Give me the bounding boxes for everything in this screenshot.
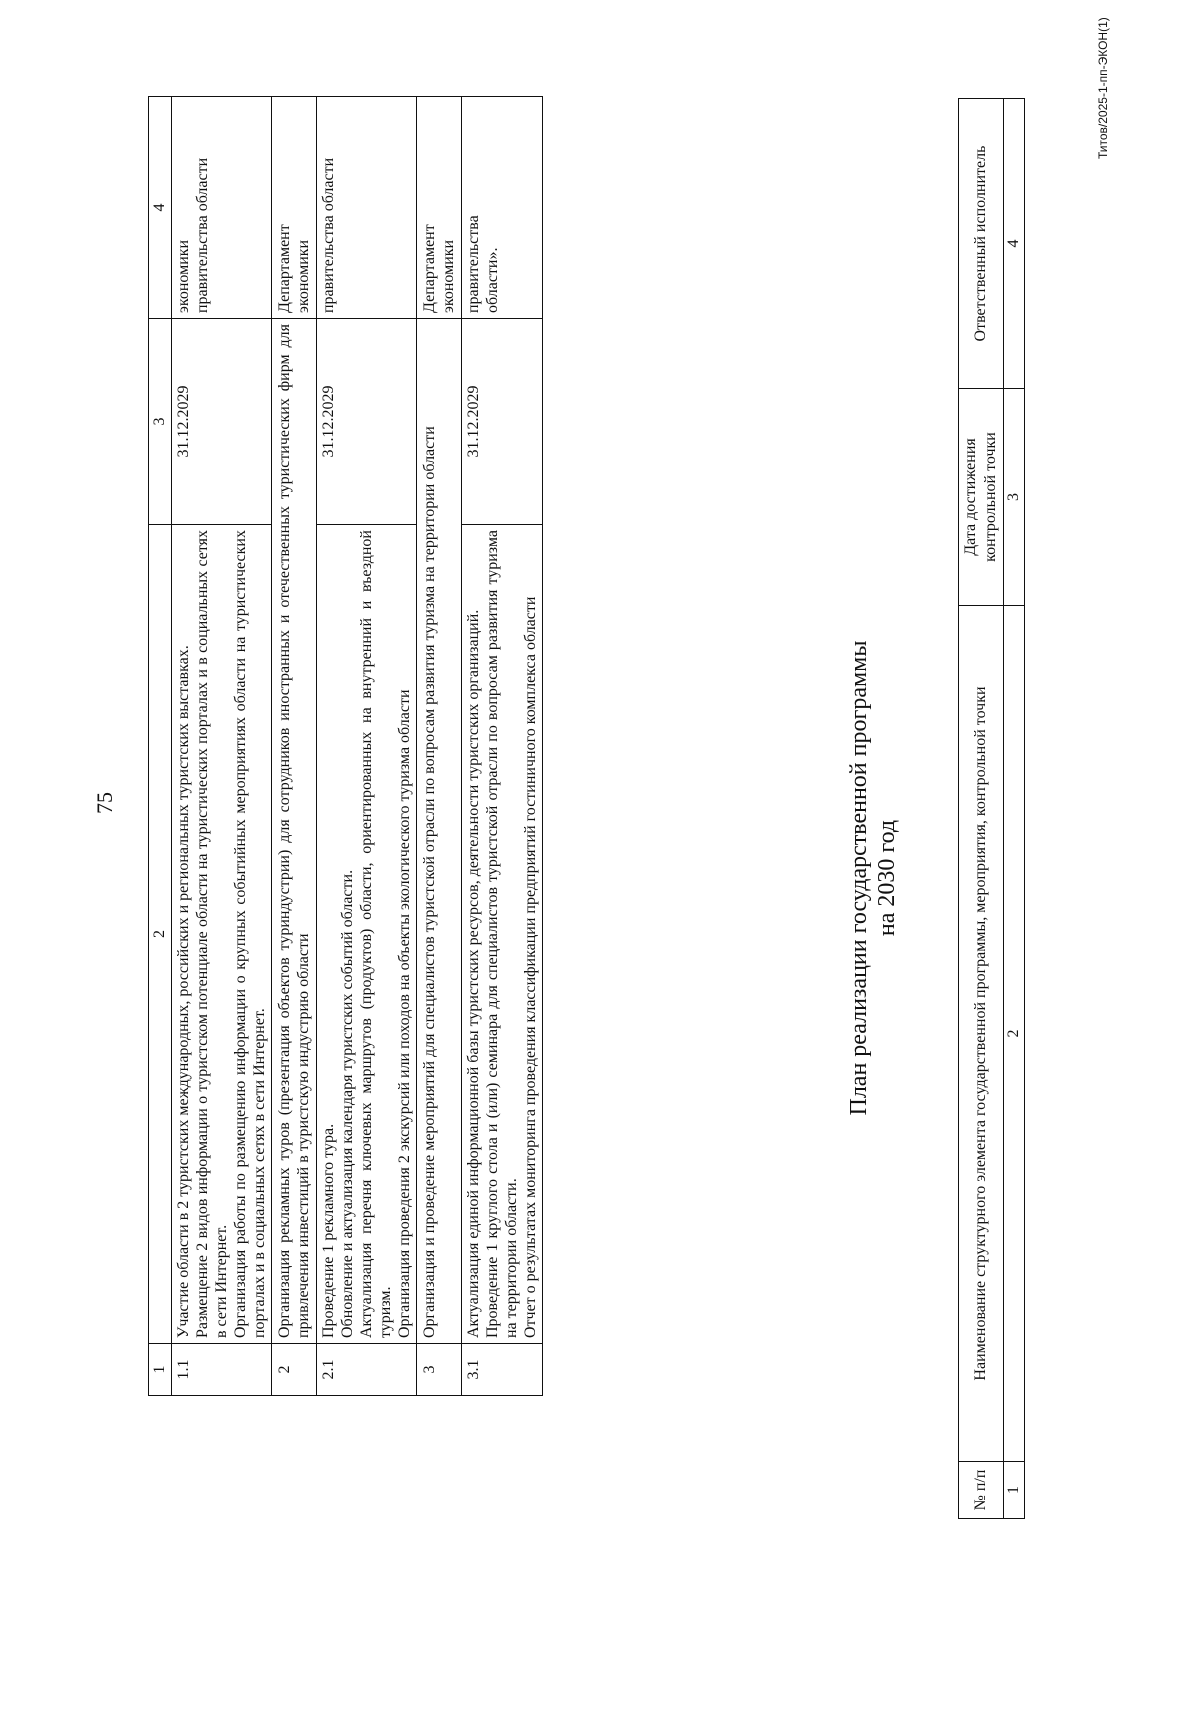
executor-line: области». xyxy=(484,247,501,313)
plan-header-name: Наименование структурного элемента государственной программы, мероприятия, контрольной точки xyxy=(959,606,1004,1462)
table-row xyxy=(462,97,543,1396)
row-date: 31.12.2029 xyxy=(462,319,543,525)
description-paragraph: Размещение 2 видов информации о туристском потенциале области на туристических порталах и в социальных сетях в сети Интернет. xyxy=(194,530,230,1338)
row-number: 3.1 xyxy=(462,1344,543,1396)
executor-line: правительства области xyxy=(320,157,337,313)
plan-title-line: План реализации государственной программы xyxy=(846,640,872,1116)
row-executor xyxy=(417,97,462,319)
plan-number-row xyxy=(1004,99,1025,1519)
row-date: 31.12.2029 xyxy=(172,319,272,525)
plan-table xyxy=(958,98,1025,1519)
executor-line: экономики xyxy=(295,239,312,313)
description-paragraph: Проведение 1 круглого стола и (или) семинара для специалистов туристской отрасли по вопросам развития туризма на территории области. xyxy=(484,530,520,1338)
plan-column-number: 3 xyxy=(1004,389,1025,606)
row-description xyxy=(172,525,272,1344)
table-header-row xyxy=(149,97,172,1396)
row-description xyxy=(462,525,543,1344)
plan-header-row xyxy=(959,99,1004,1519)
plan-column-number: 4 xyxy=(1004,99,1025,389)
description-paragraph: Актуализация единой информационной базы туристских ресурсов, деятельности туристских организаций. xyxy=(465,609,482,1338)
section-description: Организация и проведение мероприятий для специалистов туристской отрасли по вопросам развития туризма на территории области xyxy=(417,319,462,1344)
plan-column-number: 2 xyxy=(1004,606,1025,1462)
description-paragraph: Отчет о результатах мониторинга проведения классификации предприятий гостиничного комплекса области xyxy=(522,596,539,1338)
table-row xyxy=(417,97,462,1396)
table-row xyxy=(172,97,272,1396)
plan-header-date: Дата достижения контрольной точки xyxy=(959,389,1004,606)
section-description: Организация рекламных туров (презентация объектов туриндустрии) для сотрудников иностранных и отечественных туристических фирм для привлечения инвестиций в туристскую индустрию области xyxy=(272,319,317,1344)
executor-line: Департамент xyxy=(421,224,438,313)
document-code: Титов/2025-1-пп-ЭКОН(1) xyxy=(1096,17,1110,159)
table-row xyxy=(272,97,317,1396)
description-paragraph: Участие области в 2 туристских международных, российских и региональных туристских выставках. xyxy=(175,645,192,1338)
page-number: 75 xyxy=(92,792,117,814)
table-row xyxy=(317,97,417,1396)
column-number-3: 3 xyxy=(149,319,172,525)
column-number-2: 2 xyxy=(149,525,172,1344)
row-date: 31.12.2029 xyxy=(317,319,417,525)
executor-line: экономики xyxy=(440,239,457,313)
executor-line: Департамент xyxy=(276,224,293,313)
description-paragraph: Организация работы по размещению информации о крупных событийных мероприятиях области на туристических порталах и в социальных сетях в сети Интернет. xyxy=(232,530,268,1338)
executor-line: правительства области xyxy=(194,157,211,313)
row-number: 3 xyxy=(417,1344,462,1396)
measures-table xyxy=(148,96,543,1396)
executor-line: экономики xyxy=(175,239,192,313)
row-executor xyxy=(272,97,317,319)
description-paragraph: Обновление и актуализация календаря туристских событий области. xyxy=(339,869,356,1338)
plan-header-number: № п/п xyxy=(959,1462,1004,1519)
row-number: 2.1 xyxy=(317,1344,417,1396)
row-number: 2 xyxy=(272,1344,317,1396)
plan-header-executor: Ответственный исполнитель xyxy=(959,99,1004,389)
plan-title-line: на 2030 год xyxy=(874,819,900,937)
description-paragraph: Актуализация перечня ключевых маршрутов (продуктов) области, ориентированных на внутренний и въездной туризм. xyxy=(358,530,394,1338)
row-number: 1.1 xyxy=(172,1344,272,1396)
column-number-4: 4 xyxy=(149,97,172,319)
row-description xyxy=(317,525,417,1344)
row-executor xyxy=(317,97,417,319)
column-number-1: 1 xyxy=(149,1344,172,1396)
plan-column-number: 1 xyxy=(1004,1462,1025,1519)
executor-line: правительства xyxy=(465,215,482,313)
description-paragraph: Организация проведения 2 экскурсий или походов на объекты экологического туризма области xyxy=(396,689,413,1338)
row-executor xyxy=(172,97,272,319)
row-executor xyxy=(462,97,543,319)
plan-title xyxy=(845,498,901,1258)
description-paragraph: Проведение 1 рекламного тура. xyxy=(320,1123,337,1338)
